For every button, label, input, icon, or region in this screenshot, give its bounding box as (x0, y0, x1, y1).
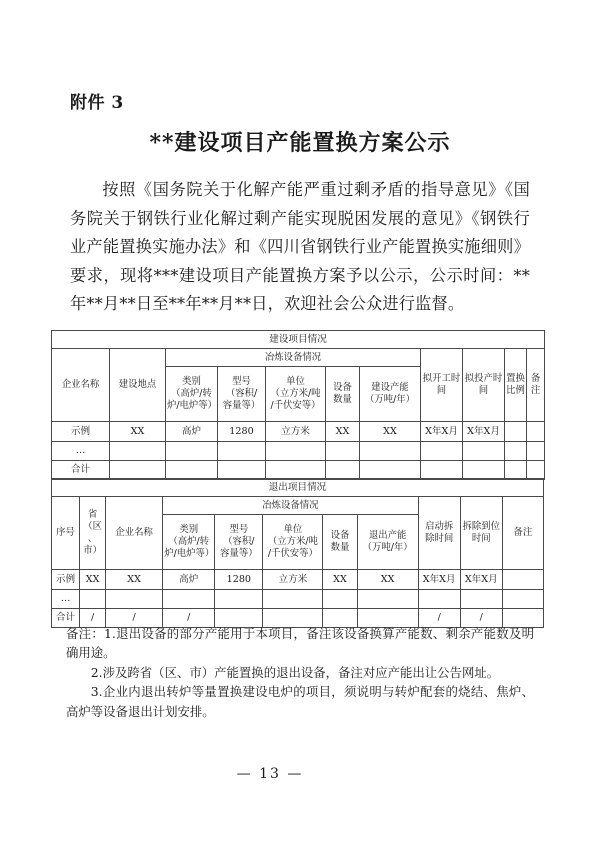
cell-province: / (80, 609, 106, 628)
cell-company-name (106, 590, 163, 609)
page-number: — 13 — (236, 766, 304, 782)
th-category-line3: 炉/电炉等） (164, 548, 215, 559)
cell-company-name: … (52, 442, 110, 461)
th-sequence-number: 序号 (52, 497, 80, 570)
th-unit-line3: /千伏安等） (270, 400, 321, 411)
cell-exit-capacity (357, 590, 418, 609)
cell-build-location (110, 461, 166, 480)
th-category (166, 367, 218, 422)
th-unit-line2: （立方米/吨 (270, 388, 321, 399)
cell-planned-production-time: X年X月 (463, 422, 505, 442)
cell-equipment-quantity (326, 461, 360, 480)
th-build-capacity (360, 367, 421, 422)
cell-company-name: / (106, 609, 163, 628)
table-row (52, 590, 544, 609)
th-demolish-start-time (418, 497, 460, 570)
cell-build-capacity (360, 442, 421, 461)
th-smelting-equipment-group: 冶炼设备情况 (166, 349, 421, 367)
cell-planned-start-time (421, 461, 463, 480)
th-build-capacity-line1: 建设产能 (371, 382, 409, 393)
cell-equipment-quantity (323, 590, 357, 609)
cell-unit: 立方米 (266, 422, 326, 442)
th-demolish-complete-time (460, 497, 502, 570)
th-company-name: 企业名称 (106, 497, 163, 570)
th-province-line2: （区 (83, 521, 102, 532)
cell-equipment-quantity: XX (326, 422, 360, 442)
cell-planned-start-time (421, 442, 463, 461)
th-build-capacity-line2: （万吨/年） (364, 394, 416, 405)
cell-category: / (163, 609, 215, 628)
page-title: **建设项目产能置换方案公示 (149, 130, 451, 156)
cell-category (163, 590, 215, 609)
th-province-line1: 省 (87, 509, 98, 520)
note-item-2: 2.涉及跨省（区、市）产能置换的退出设备，备注对应产能出让公告网址。 (90, 664, 500, 680)
cell-province (80, 590, 106, 609)
th-remark: 备注 (527, 349, 545, 422)
cell-model: 1280 (215, 570, 263, 590)
th-equipment-quantity-line1: 设备 (333, 382, 352, 393)
cell-equipment-quantity (326, 442, 360, 461)
attachment-label: 附件 3 (70, 93, 124, 113)
cell-remark (502, 570, 543, 590)
cell-company-name: 示例 (52, 422, 110, 442)
th-model-line2: （容积/ (223, 536, 255, 547)
table-exit-band-title: 退出项目情况 (52, 479, 544, 497)
cell-sequence-number: … (52, 590, 80, 609)
th-unit-line2: （立方米/吨 (267, 536, 318, 547)
th-unit-line3: /千伏安等） (267, 548, 318, 559)
th-category-line1: 类别 (182, 376, 201, 387)
cell-province: XX (80, 570, 106, 590)
th-category-line2: （高炉/转 (171, 388, 212, 399)
cell-remark (527, 461, 545, 480)
th-build-location: 建设地点 (110, 349, 166, 422)
table-build-band-title: 建设项目情况 (52, 331, 545, 349)
th-exit-capacity-line2: （万吨/年） (362, 542, 413, 553)
th-demolish-complete-time-line2: 时间 (471, 533, 491, 544)
th-unit (263, 515, 323, 570)
cell-category: 高炉 (166, 422, 218, 442)
cell-demolish-complete-time: X年X月 (460, 570, 502, 590)
cell-remark (502, 590, 543, 609)
cell-sequence-number: 示例 (52, 570, 80, 590)
th-model-line3: 容量等） (222, 400, 261, 411)
cell-build-location (110, 442, 166, 461)
cell-demolish-complete-time (460, 590, 502, 609)
cell-replacement-ratio (505, 422, 527, 442)
cell-demolish-start-time (418, 590, 460, 609)
th-company-name: 企业名称 (52, 349, 110, 422)
th-demolish-start-time-line1: 启动拆 (425, 521, 454, 532)
cell-total-label: 合计 (52, 609, 80, 628)
th-model-line3: 容量等） (220, 548, 258, 559)
th-remark: 备注 (502, 497, 543, 570)
th-equipment-quantity-line2: 数量 (333, 394, 352, 405)
note-item-1: 备注：1.退出设备的部分产能用于本项目，备注该设备换算产能数、剩余产能数及明确用途。 (66, 626, 534, 661)
cell-demolish-start-time: X年X月 (418, 570, 460, 590)
th-demolish-complete-time-line1: 拆除到位 (462, 521, 501, 532)
table-exit-project (51, 478, 544, 628)
th-unit (266, 367, 326, 422)
cell-demolish-start-time: / (418, 609, 460, 628)
th-category-line1: 类别 (179, 524, 199, 535)
table-row (52, 442, 545, 461)
th-model (218, 367, 266, 422)
th-equipment-quantity-line1: 设备 (330, 530, 350, 541)
cell-exit-capacity: XX (357, 570, 418, 590)
cell-unit (266, 461, 326, 480)
note-item-3: 3.企业内退出转炉等量置换建设电炉的项目，须说明与转炉配套的烧结、焦炉、高炉等设备退出计划安排。 (66, 684, 534, 719)
table-row-total (52, 461, 545, 480)
cell-model (218, 442, 266, 461)
notes-block (66, 624, 534, 721)
th-demolish-start-time-line2: 除时间 (425, 533, 454, 544)
th-unit-line1: 单位 (286, 376, 305, 387)
th-model-line1: 型号 (232, 376, 251, 387)
cell-planned-start-time: X年X月 (421, 422, 463, 442)
th-category-line2: （高炉/转 (168, 536, 210, 547)
cell-category (166, 442, 218, 461)
th-province-line3: 、市） (83, 533, 102, 556)
th-planned-production-time: 拟投产时间 (463, 349, 505, 422)
cell-build-capacity: XX (360, 422, 421, 442)
cell-remark (527, 422, 545, 442)
th-unit-line1: 单位 (283, 524, 303, 535)
th-equipment-quantity (326, 367, 360, 422)
th-equipment-quantity-line2: 数量 (330, 542, 350, 553)
th-smelting-equipment-group: 冶炼设备情况 (163, 497, 418, 515)
cell-unit (266, 442, 326, 461)
th-model (215, 515, 263, 570)
cell-total-label: 合计 (52, 461, 110, 480)
th-category-line3: 炉/电炉等） (167, 400, 218, 411)
th-model-line2: （容积/ (225, 388, 258, 399)
cell-category: 高炉 (163, 570, 215, 590)
cell-unit: 立方米 (263, 570, 323, 590)
cell-model: 1280 (218, 422, 266, 442)
cell-model (218, 461, 266, 480)
table-row (52, 570, 544, 590)
th-exit-capacity-line1: 退出产能 (368, 530, 407, 541)
table-row (52, 422, 545, 442)
th-equipment-quantity (323, 515, 357, 570)
th-province (80, 497, 106, 570)
cell-demolish-complete-time: / (460, 609, 502, 628)
cell-equipment-quantity: XX (323, 570, 357, 590)
cell-model (215, 590, 263, 609)
cell-build-location: XX (110, 422, 166, 442)
cell-planned-production-time (463, 461, 505, 480)
body-paragraph: 按照《国务院关于化解产能严重过剩矛盾的指导意见》《国务院关于钢铁行业化解过剩产能实现脱困发展的意见》《钢铁行业产能置换实施办法》和《四川省钢铁行业产能置换实施细则》要求，现将***建设项目产能置换方案予以公示，公示时间：**年**月**日至**年**月**日，欢迎社会公众进行监督。 (70, 180, 530, 314)
cell-build-capacity (360, 461, 421, 480)
table-build-project (51, 330, 545, 480)
cell-planned-production-time (463, 442, 505, 461)
cell-remark (527, 442, 545, 461)
th-replacement-ratio: 置换比例 (505, 349, 527, 422)
th-planned-start-time: 拟开工时间 (421, 349, 463, 422)
cell-replacement-ratio (505, 442, 527, 461)
cell-category (166, 461, 218, 480)
cell-replacement-ratio (505, 461, 527, 480)
th-category (163, 515, 215, 570)
th-exit-capacity (357, 515, 418, 570)
cell-company-name: XX (106, 570, 163, 590)
th-model-line1: 型号 (229, 524, 249, 535)
cell-unit (263, 590, 323, 609)
